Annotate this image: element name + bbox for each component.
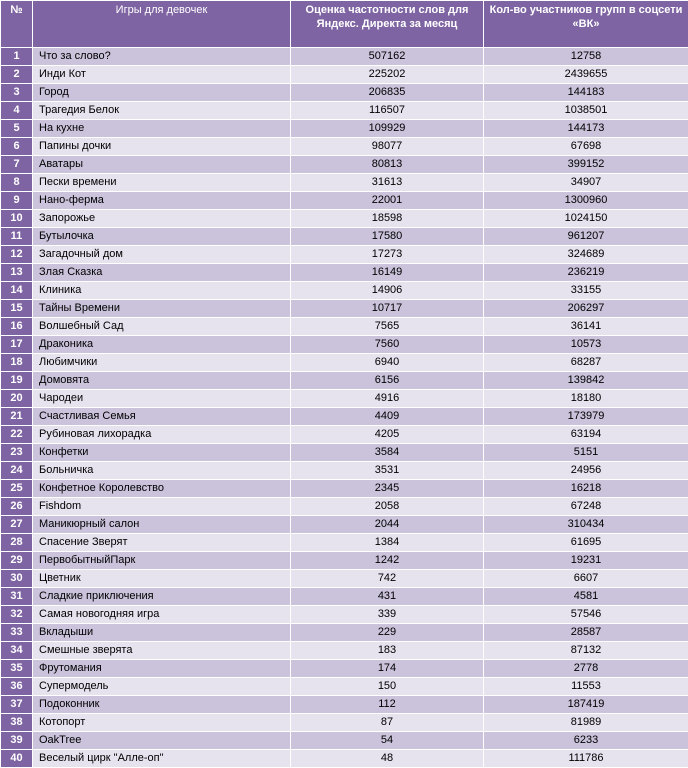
row-number: 30: [1, 570, 33, 588]
table-row: [1, 192, 688, 210]
header-frequency: Оценка частотности слов для Яндекс. Директа за месяц: [291, 1, 484, 48]
vk-members-cell: 139842: [484, 372, 688, 390]
vk-members-cell: 11553: [484, 678, 688, 696]
game-name-cell: Нано-ферма: [33, 192, 291, 210]
frequency-cell: 1242: [291, 552, 484, 570]
table-row: [1, 480, 688, 498]
row-number: 38: [1, 714, 33, 732]
table-row: [1, 552, 688, 570]
table-row: [1, 174, 688, 192]
vk-members-cell: 4581: [484, 588, 688, 606]
frequency-cell: 22001: [291, 192, 484, 210]
frequency-cell: 7565: [291, 318, 484, 336]
vk-members-cell: 1024150: [484, 210, 688, 228]
vk-members-cell: 28587: [484, 624, 688, 642]
table-row: [1, 228, 688, 246]
frequency-cell: 2058: [291, 498, 484, 516]
row-number: 9: [1, 192, 33, 210]
game-name-cell: Бутылочка: [33, 228, 291, 246]
game-name-cell: Больничка: [33, 462, 291, 480]
vk-members-cell: 187419: [484, 696, 688, 714]
game-name-cell: Спасение Зверят: [33, 534, 291, 552]
frequency-cell: 431: [291, 588, 484, 606]
game-name-cell: Волшебный Сад: [33, 318, 291, 336]
game-name-cell: ПервобытныйПарк: [33, 552, 291, 570]
frequency-cell: 229: [291, 624, 484, 642]
vk-members-cell: 6607: [484, 570, 688, 588]
table-row: [1, 300, 688, 318]
game-name-cell: Злая Сказка: [33, 264, 291, 282]
game-name-cell: Инди Кот: [33, 66, 291, 84]
row-number: 39: [1, 732, 33, 750]
vk-members-cell: 68287: [484, 354, 688, 372]
row-number: 20: [1, 390, 33, 408]
row-number: 37: [1, 696, 33, 714]
table-row: [1, 318, 688, 336]
vk-members-cell: 61695: [484, 534, 688, 552]
game-name-cell: Конфетки: [33, 444, 291, 462]
row-number: 8: [1, 174, 33, 192]
row-number: 4: [1, 102, 33, 120]
row-number: 7: [1, 156, 33, 174]
frequency-cell: 183: [291, 642, 484, 660]
frequency-cell: 2345: [291, 480, 484, 498]
frequency-cell: 4205: [291, 426, 484, 444]
row-number: 11: [1, 228, 33, 246]
table-row: [1, 246, 688, 264]
header-vk-members: Кол-во участников групп в соцсети «ВК»: [484, 1, 688, 48]
table-row: [1, 534, 688, 552]
game-name-cell: Чародеи: [33, 390, 291, 408]
game-name-cell: Fishdom: [33, 498, 291, 516]
vk-members-cell: 34907: [484, 174, 688, 192]
vk-members-cell: 961207: [484, 228, 688, 246]
frequency-cell: 116507: [291, 102, 484, 120]
frequency-cell: 17273: [291, 246, 484, 264]
table-row: [1, 642, 688, 660]
row-number: 18: [1, 354, 33, 372]
table-row: [1, 102, 688, 120]
row-number: 5: [1, 120, 33, 138]
frequency-cell: 18598: [291, 210, 484, 228]
table-row: [1, 336, 688, 354]
row-number: 29: [1, 552, 33, 570]
game-name-cell: На кухне: [33, 120, 291, 138]
vk-members-cell: 18180: [484, 390, 688, 408]
table-row: [1, 624, 688, 642]
vk-members-cell: 1038501: [484, 102, 688, 120]
frequency-cell: 109929: [291, 120, 484, 138]
game-name-cell: Папины дочки: [33, 138, 291, 156]
table-row: [1, 426, 688, 444]
game-name-cell: Конфетное Королевство: [33, 480, 291, 498]
game-name-cell: Маникюрный салон: [33, 516, 291, 534]
table-row: [1, 390, 688, 408]
row-number: 2: [1, 66, 33, 84]
vk-members-cell: 57546: [484, 606, 688, 624]
game-name-cell: Трагедия Белок: [33, 102, 291, 120]
game-name-cell: Город: [33, 84, 291, 102]
frequency-cell: 3584: [291, 444, 484, 462]
frequency-cell: 742: [291, 570, 484, 588]
vk-members-cell: 36141: [484, 318, 688, 336]
table-row: [1, 156, 688, 174]
header-game-name: Игры для девочек: [33, 1, 291, 48]
game-name-cell: Драконика: [33, 336, 291, 354]
row-number: 12: [1, 246, 33, 264]
game-name-cell: OakTree: [33, 732, 291, 750]
frequency-cell: 80813: [291, 156, 484, 174]
vk-members-cell: 67248: [484, 498, 688, 516]
vk-members-cell: 10573: [484, 336, 688, 354]
table-row: [1, 372, 688, 390]
row-number: 16: [1, 318, 33, 336]
row-number: 22: [1, 426, 33, 444]
vk-members-cell: 173979: [484, 408, 688, 426]
table-row: [1, 282, 688, 300]
frequency-cell: 10717: [291, 300, 484, 318]
game-name-cell: Запорожье: [33, 210, 291, 228]
table-row: [1, 588, 688, 606]
frequency-cell: 4409: [291, 408, 484, 426]
vk-members-cell: 236219: [484, 264, 688, 282]
vk-members-cell: 310434: [484, 516, 688, 534]
header-number: №: [1, 1, 33, 48]
frequency-cell: 17580: [291, 228, 484, 246]
table-row: [1, 264, 688, 282]
game-name-cell: Веселый цирк "Алле-оп": [33, 750, 291, 768]
game-name-cell: Клиника: [33, 282, 291, 300]
frequency-cell: 3531: [291, 462, 484, 480]
row-number: 31: [1, 588, 33, 606]
game-name-cell: Подоконник: [33, 696, 291, 714]
game-name-cell: Цветник: [33, 570, 291, 588]
row-number: 24: [1, 462, 33, 480]
row-number: 13: [1, 264, 33, 282]
game-name-cell: Тайны Времени: [33, 300, 291, 318]
vk-members-cell: 24956: [484, 462, 688, 480]
row-number: 17: [1, 336, 33, 354]
game-name-cell: Пески времени: [33, 174, 291, 192]
frequency-cell: 2044: [291, 516, 484, 534]
vk-members-cell: 2439655: [484, 66, 688, 84]
vk-members-cell: 144183: [484, 84, 688, 102]
vk-members-cell: 6233: [484, 732, 688, 750]
table-row: [1, 210, 688, 228]
frequency-cell: 6940: [291, 354, 484, 372]
frequency-cell: 507162: [291, 48, 484, 66]
vk-members-cell: 1300960: [484, 192, 688, 210]
row-number: 23: [1, 444, 33, 462]
table-row: [1, 570, 688, 588]
row-number: 28: [1, 534, 33, 552]
vk-members-cell: 5151: [484, 444, 688, 462]
game-name-cell: Домовята: [33, 372, 291, 390]
vk-members-cell: 12758: [484, 48, 688, 66]
game-name-cell: Котопорт: [33, 714, 291, 732]
frequency-cell: 174: [291, 660, 484, 678]
frequency-cell: 7560: [291, 336, 484, 354]
row-number: 34: [1, 642, 33, 660]
frequency-cell: 150: [291, 678, 484, 696]
row-number: 32: [1, 606, 33, 624]
table-row: [1, 660, 688, 678]
vk-members-cell: 399152: [484, 156, 688, 174]
game-name-cell: Вкладыши: [33, 624, 291, 642]
row-number: 27: [1, 516, 33, 534]
row-number: 26: [1, 498, 33, 516]
vk-members-cell: 144173: [484, 120, 688, 138]
table-row: [1, 462, 688, 480]
game-name-cell: Смешные зверята: [33, 642, 291, 660]
table-row: [1, 606, 688, 624]
vk-members-cell: 81989: [484, 714, 688, 732]
table-row: [1, 120, 688, 138]
frequency-cell: 87: [291, 714, 484, 732]
frequency-cell: 6156: [291, 372, 484, 390]
table-row: [1, 516, 688, 534]
vk-members-cell: 16218: [484, 480, 688, 498]
vk-members-cell: 206297: [484, 300, 688, 318]
row-number: 40: [1, 750, 33, 768]
frequency-cell: 112: [291, 696, 484, 714]
row-number: 1: [1, 48, 33, 66]
row-number: 14: [1, 282, 33, 300]
frequency-cell: 31613: [291, 174, 484, 192]
vk-members-cell: 324689: [484, 246, 688, 264]
frequency-cell: 14906: [291, 282, 484, 300]
frequency-cell: 339: [291, 606, 484, 624]
table-row: [1, 714, 688, 732]
game-name-cell: Рубиновая лихорадка: [33, 426, 291, 444]
row-number: 25: [1, 480, 33, 498]
frequency-cell: 206835: [291, 84, 484, 102]
row-number: 21: [1, 408, 33, 426]
game-name-cell: Любимчики: [33, 354, 291, 372]
frequency-cell: 48: [291, 750, 484, 768]
frequency-cell: 1384: [291, 534, 484, 552]
row-number: 6: [1, 138, 33, 156]
vk-members-cell: 87132: [484, 642, 688, 660]
table-row: [1, 66, 688, 84]
game-name-cell: Счастливая Семья: [33, 408, 291, 426]
frequency-cell: 225202: [291, 66, 484, 84]
vk-members-cell: 33155: [484, 282, 688, 300]
game-name-cell: Сладкие приключения: [33, 588, 291, 606]
row-number: 10: [1, 210, 33, 228]
table-row: [1, 408, 688, 426]
header-row: [1, 1, 688, 48]
frequency-cell: 16149: [291, 264, 484, 282]
game-name-cell: Фрутомания: [33, 660, 291, 678]
vk-members-cell: 2778: [484, 660, 688, 678]
row-number: 33: [1, 624, 33, 642]
table-row: [1, 750, 688, 768]
game-name-cell: Что за слово?: [33, 48, 291, 66]
vk-members-cell: 111786: [484, 750, 688, 768]
row-number: 36: [1, 678, 33, 696]
table-row: [1, 444, 688, 462]
vk-members-cell: 63194: [484, 426, 688, 444]
game-name-cell: Загадочный дом: [33, 246, 291, 264]
table-row: [1, 696, 688, 714]
row-number: 15: [1, 300, 33, 318]
row-number: 3: [1, 84, 33, 102]
frequency-cell: 4916: [291, 390, 484, 408]
game-name-cell: Супермодель: [33, 678, 291, 696]
table-row: [1, 84, 688, 102]
table-row: [1, 138, 688, 156]
frequency-cell: 98077: [291, 138, 484, 156]
game-name-cell: Аватары: [33, 156, 291, 174]
row-number: 19: [1, 372, 33, 390]
row-number: 35: [1, 660, 33, 678]
table-row: [1, 732, 688, 750]
table-row: [1, 354, 688, 372]
vk-members-cell: 67698: [484, 138, 688, 156]
table-row: [1, 498, 688, 516]
table-row: [1, 678, 688, 696]
game-name-cell: Самая новогодняя игра: [33, 606, 291, 624]
vk-members-cell: 19231: [484, 552, 688, 570]
frequency-cell: 54: [291, 732, 484, 750]
table-body: [1, 48, 688, 768]
table-row: [1, 48, 688, 66]
